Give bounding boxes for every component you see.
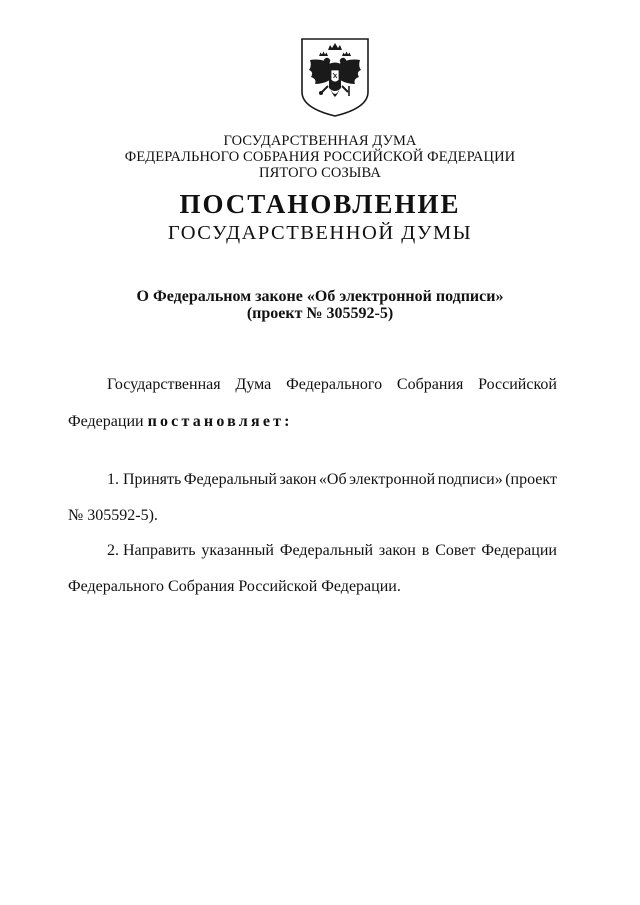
preamble-word: Государственная [107, 376, 221, 393]
item-word: (проект [505, 471, 557, 488]
organization-name-line-2: ФЕДЕРАЛЬНОГО СОБРАНИЯ РОССИЙСКОЙ ФЕДЕРАЦИИ [124, 149, 516, 165]
item-word: 2. Направить [107, 542, 196, 559]
organization-name-line-1: ГОСУДАРСТВЕННАЯ ДУМА [223, 133, 417, 149]
item-word: 1. Принять [107, 471, 182, 488]
document-title: ПОСТАНОВЛЕНИЕ [179, 189, 461, 219]
document-subtitle: ГОСУДАРСТВЕННОЙ ДУМЫ [167, 222, 473, 244]
russian-coat-of-arms-icon [298, 36, 372, 118]
preamble-line-2 [68, 413, 293, 431]
subject-line-2: (проект № 305592-5) [246, 305, 394, 322]
item-word: Федеральный [183, 471, 277, 488]
resolution-item-1-line-1 [107, 471, 557, 489]
item-word: Совет [435, 542, 476, 559]
item-word: электронной [349, 471, 436, 488]
preamble-word: Федерального [286, 376, 383, 393]
item-word: закон [378, 542, 416, 559]
item-word: Федерации [481, 542, 557, 559]
subject-line-1: О Федеральном законе «Об электронной подписи» [136, 288, 504, 305]
resolution-item-2-line-2: Федерального Собрания Российской Федерации. [68, 578, 401, 595]
item-word: Федеральный [279, 542, 373, 559]
item-word: в [421, 542, 430, 559]
preamble-word: Дума [235, 376, 272, 393]
item-word: «Об [318, 471, 347, 488]
item-word: закон [279, 471, 317, 488]
convocation-line: ПЯТОГО СОЗЫВА [259, 165, 381, 181]
item-word: указанный [201, 542, 274, 559]
preamble-line-1 [107, 376, 557, 394]
resolution-item-2-line-1 [107, 542, 557, 560]
resolution-item-1-line-2: № 305592-5). [68, 507, 158, 524]
preamble-word: Российской [478, 376, 557, 393]
preamble-prefix: Федерации [68, 413, 144, 430]
resolves-word: постановляет: [147, 413, 293, 430]
preamble-word: Собрания [396, 376, 464, 393]
item-word: подписи» [437, 471, 503, 488]
